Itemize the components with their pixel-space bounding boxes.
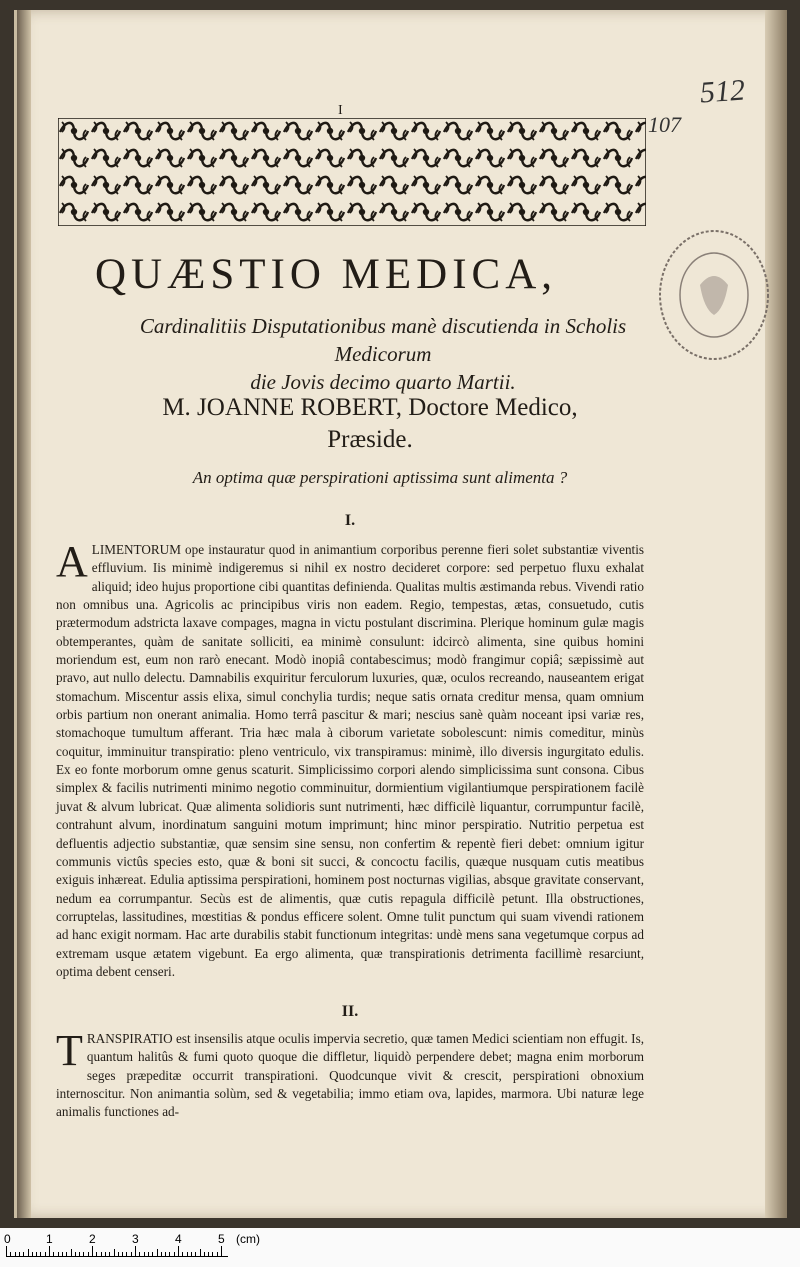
scale-tick	[200, 1249, 201, 1256]
scale-tick	[40, 1252, 41, 1256]
scale-tick	[208, 1252, 209, 1256]
page-gutter	[17, 10, 31, 1218]
scale-tick	[19, 1252, 20, 1256]
section-2-dropcap: T	[56, 1026, 83, 1075]
section-2-numeral: II.	[341, 1003, 359, 1020]
subtitle	[98, 312, 668, 396]
scale-tick	[23, 1252, 24, 1256]
scale-tick	[169, 1252, 170, 1256]
scale-label-0: 0	[4, 1232, 11, 1246]
scale-tick	[71, 1249, 72, 1256]
scale-tick	[62, 1252, 63, 1256]
subtitle-line-1: Cardinalitiis Disputationibus manè discutienda in Scholis Medicorum	[139, 314, 627, 366]
scale-tick	[36, 1252, 37, 1256]
scale-tick	[204, 1252, 205, 1256]
scale-tick	[75, 1252, 76, 1256]
scale-tick	[157, 1249, 158, 1256]
scale-tick	[79, 1252, 80, 1256]
scale-tick	[126, 1252, 127, 1256]
section-2-paragraph	[56, 1026, 644, 1122]
scale-tick	[182, 1252, 183, 1256]
section-1-dropcap: A	[56, 537, 88, 586]
page-edge	[765, 10, 787, 1218]
scale-label-1: 1	[46, 1232, 53, 1246]
scale-tick	[221, 1246, 222, 1256]
scale-tick	[96, 1252, 97, 1256]
scale-label-5: 5	[218, 1232, 225, 1246]
scale-tick	[92, 1246, 93, 1256]
scale-tick	[161, 1252, 162, 1256]
decorative-headpiece	[58, 118, 646, 226]
measurement-scale	[0, 1228, 800, 1267]
scale-ruler	[6, 1248, 228, 1257]
scale-tick	[187, 1252, 188, 1256]
scale-unit: (cm)	[236, 1232, 260, 1246]
signature-mark: I	[338, 103, 343, 118]
scale-tick	[152, 1252, 153, 1256]
praeses-name: M. JOANNE ROBERT, Doctore Medico,	[162, 394, 578, 421]
section-2-text: RANSPIRATIO est insensilis atque oculis impervia secretio, quæ tamen Medici scientiam non effugit. Is, quantum halitûs & fumi quoto quoque die diffletur, liquidò perpendere debet; magna enim morborum seges præpeditæ occurrit transpirationi. Quodcunque vivit & crescit, perspirationi obnoxium internoscitur. Non animantia solùm, sed & vegetabilia; immo etiam ova, lapides, marmora. Ubi naturæ lege animalis functiones ad-	[56, 1031, 644, 1120]
scale-tick	[195, 1252, 196, 1256]
manuscript-page-number: 107	[648, 112, 681, 137]
scale-tick	[6, 1246, 7, 1256]
scale-tick	[105, 1252, 106, 1256]
scale-tick	[49, 1246, 50, 1256]
scale-tick	[139, 1252, 140, 1256]
scale-tick	[58, 1252, 59, 1256]
scale-tick	[131, 1252, 132, 1256]
scale-label-3: 3	[132, 1232, 139, 1246]
section-1-numeral: I.	[344, 512, 356, 529]
praeses-role: Præside.	[327, 426, 413, 453]
scale-tick	[118, 1252, 119, 1256]
scale-tick	[109, 1252, 110, 1256]
scale-tick	[144, 1252, 145, 1256]
subtitle-line-2: die Jovis decimo quarto Martii.	[250, 370, 516, 394]
scale-tick	[174, 1252, 175, 1256]
library-stamp	[655, 225, 773, 365]
scale-tick	[88, 1252, 89, 1256]
scale-tick	[66, 1252, 67, 1256]
scale-label-4: 4	[175, 1232, 182, 1246]
praeses-heading	[70, 392, 670, 456]
scale-label-2: 2	[89, 1232, 96, 1246]
scale-tick	[32, 1252, 33, 1256]
scale-tick	[28, 1249, 29, 1256]
scale-tick	[53, 1252, 54, 1256]
scale-tick	[178, 1246, 179, 1256]
scale-tick	[135, 1246, 136, 1256]
scale-tick	[191, 1252, 192, 1256]
quaestio-question: An optima quæ perspirationi aptissima sunt alimenta ?	[192, 468, 568, 487]
scale-tick	[212, 1252, 213, 1256]
page-title: QUÆSTIO MEDICA,	[95, 251, 557, 298]
scale-tick	[148, 1252, 149, 1256]
section-1-paragraph	[56, 537, 644, 981]
scale-tick	[217, 1252, 218, 1256]
scale-tick	[45, 1252, 46, 1256]
manuscript-folio-number: 512	[698, 73, 747, 110]
scale-tick	[165, 1252, 166, 1256]
scale-tick	[114, 1249, 115, 1256]
scale-tick	[10, 1252, 11, 1256]
scale-tick	[101, 1252, 102, 1256]
scale-tick	[122, 1252, 123, 1256]
scale-tick	[15, 1252, 16, 1256]
scale-tick	[83, 1252, 84, 1256]
section-1-text: LIMENTORUM ope instauratur quod in animantium corporibus perenne fieri solet substantiæ viventis effluvium. Iis minimè indigeremus si nihil ex nostro decideret corpore: sed perpetuo fluxu exhalat aliquid; ideo hujus proportione cibi quantitas definienda. Qualitas multis æstimanda rebus. Vivendi ratio non omnibus una. Agricolis ac principibus viris non eadem. Regio, tempestas, ætas, consuetudo, cutis prætermodum adstricta laxave compages, magna in victu postulant discrimina. Plerique hominum gulæ magis obtemperantes, quàm de sanitate solliciti, ea minimè consulunt: idcircò alimenta, sine quibus homini moriendum est, eum non rarò enecant. Modò inopiâ contabescimus; modò frangimur copiâ; sæpissimè aut pravo, aut nullo delectu. Damnabilis exquiritur ferculorum luxuries, quæ, oculos recreando, nauseantem erigat stomachum. Miscentur assis elixa, simul conchylia turdis; neque satis ornata creditur mensa, quam omnium orbis partium non onerant animalia. Homo terrâ pascitur & mari; nescius sanè quàm noceant ipsi variæ res, stomachoque tumultum afferant. Tria hæc mala à ciborum varietate sobolescunt: nimis comeditur, minùs coquitur, imminuitur transpiratio: pleno ventriculo, vix transpiramus: minimè, illo diversis ingurgitato edulis. Ex eo fonte morborum omne genus scaturit. Simplicissimo corpori alendo simplicissima sunt consona. Cibus simplex & facilis nutrimenti minimo negotio comminuitur, dormientium vigilantiumque perspirationem facilè juvat & alvum lubricat. Quæ alimenta solidioris sunt nutrimenti, hæc difficilè liquantur, corrumpuntur facilè, contrahunt alvum, inordinatum sanguini motum imprimunt; hinc minor perspiratio. Nutritio perpetua est defluentis adjectio substantiæ, quæ sensim sine sensu, non confertim & repentè fieri debet: omnium igitur communis victûs species esto, quæ & boni sit succi, & concoctu facilis, quæque nusquam cutis meatibus exiguis inhæreat. Edulia aptissima perspirationi, hominem post nocturnas vigilias, absque gravitate conservant, nedum ea corrumpantur. Secùs est de alimentis, quæ cutis repagula difficilè petunt. Illa obstructiones, corruptelas, lassitudines, mœstitias & pondus efficere solent. Omne tulit punctum qui suam vivendi rationem ad hanc exigit normam. Hac arte durabilis stabit functionum integritas: undè mens sana vegetumque corpus ad extremam usque ætatem vigebunt. Ea ergo alimenta, quæ transpirationis detrimenta facillimè resarciunt, optima debent censeri.	[56, 542, 644, 979]
